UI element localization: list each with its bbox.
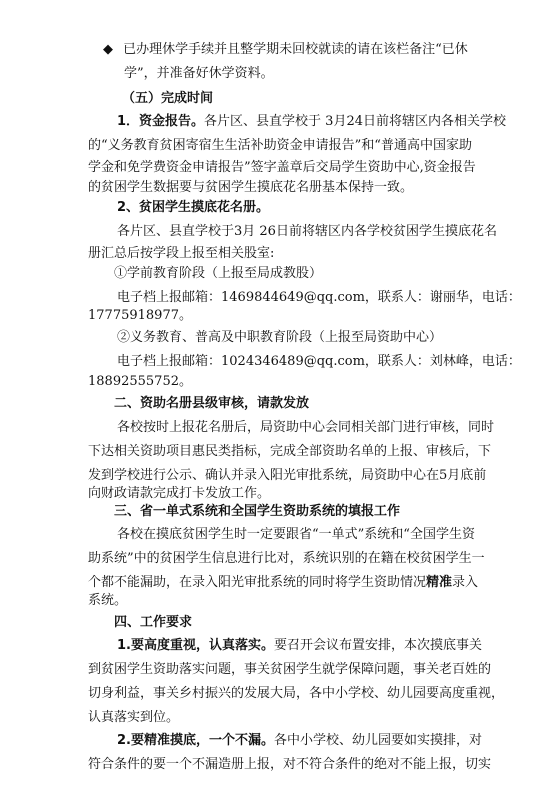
requirement-1-line-1 (117, 634, 482, 658)
diamond-bullet-icon: ◆ (103, 42, 113, 57)
requirement-2-line-2: 符合条件的要一个不漏造册上报，对不符合条件的绝对不能上报，切实 (88, 757, 492, 772)
item-2-line-2: 册汇总后按学段上报至相关股室: (88, 246, 275, 261)
requirement-2-text: 各中小学校、幼儿园要如实摸排，对 (273, 733, 482, 748)
section-2-line-1: 各校按时上报花名册后，局资助中心会同相关部门进行审核，同时 (117, 420, 495, 435)
requirement-1-line-2: 到贫困学生资助落实问题，事关贫困学生就学保障问题，事关老百姓的 (88, 662, 492, 677)
bullet-line-2: 学”，并准备好休学资料。 (124, 66, 274, 81)
section-2-line-2: 下达相关资助项目惠民类指标，完成全部资助名单的上报、审核后，下 (88, 444, 492, 459)
requirement-1-text: 要召开会议布置安排，本次摸底事关 (273, 638, 482, 653)
requirement-1-label: 1.要高度重视，认真落实。 (117, 638, 274, 653)
section-3-line-3-text: 个都不能漏助，在录入阳光审批系统的同时将学生资助情况 (88, 575, 427, 590)
requirement-2-line-1 (117, 729, 482, 753)
section-4-heading: 四、工作要求 (114, 615, 193, 630)
section-3-line-3 (88, 571, 478, 595)
item-1-label: 1．资金报告。 (117, 114, 205, 129)
compulsory-contact-line-2: 18892555752。 (88, 374, 192, 389)
section-5-heading: （五）完成时间 (122, 91, 214, 106)
compulsory-stage: ②义务教育、普高及中职教育阶段（上报至局资助中心） (117, 330, 443, 345)
section-2-heading: 二、资助名册县级审核，请款发放 (114, 396, 310, 411)
section-2-line-3: 发到学校进行公示、确认并录入阳光审批系统，局资助中心在5月底前 (88, 468, 487, 483)
precise-emphasis: 精准 (426, 575, 453, 590)
section-2-line-4: 向财政请款完成打卡发放工作。 (88, 486, 271, 501)
item-1-line-2: 的“义务教育贫困寄宿生生活补助资金申请报告”和“普通高中国家助 (88, 138, 472, 153)
item-2-heading: 2、贫困学生摸底花名册。 (117, 200, 270, 215)
item-1-line-1 (117, 110, 506, 134)
requirement-2-label: 2.要精准摸底，一个不漏。 (117, 733, 274, 748)
item-1-text: 各片区、县直学校于 3月24日前将辖区内各相关学校 (204, 114, 506, 129)
section-3-heading: 三、省一单式系统和全国学生资助系统的填报工作 (114, 504, 401, 519)
bullet-text: 已办理休学手续并且整学期未回校就读的请在该栏备注“已休 (123, 42, 468, 57)
item-1-line-3: 学金和免学费资金申请报告”签字盖章后交局学生资助中心,资金报告 (88, 160, 476, 175)
section-3-line-3-end: 录入 (452, 575, 479, 590)
preschool-contact-line-1: 电子档上报邮箱：1469844649@qq.com，联系人：谢丽华，电话： (117, 290, 521, 305)
item-1-line-4: 的贫困学生数据要与贫困学生摸底花名册基本保持一致。 (88, 180, 414, 195)
preschool-stage: ①学前教育阶段（上报至局成教股） (114, 266, 323, 281)
section-3-line-2: 助系统”中的贫困学生信息进行比对，系统识别的在籍在校贫困学生一 (88, 551, 485, 566)
requirement-1-line-4: 认真落实到位。 (88, 710, 180, 725)
section-3-line-1: 各校在摸底贫困学生时一定要跟省“一单式”系统和“全国学生资 (117, 527, 475, 542)
requirement-1-line-3: 切身利益，事关乡村振兴的发展大局，各中小学校、幼儿园要高度重视， (88, 686, 505, 701)
section-3-line-4: 系统。 (88, 593, 128, 608)
compulsory-contact-line-1: 电子档上报邮箱：1024346489@qq.com，联系人：刘林峰，电话： (117, 354, 521, 369)
preschool-contact-line-2: 17775918977。 (88, 308, 192, 323)
item-2-line-1: 各片区、县直学校于3月 26日前将辖区内各学校贫困学生摸底花名 (117, 224, 497, 239)
bullet-line-1 (103, 38, 468, 62)
